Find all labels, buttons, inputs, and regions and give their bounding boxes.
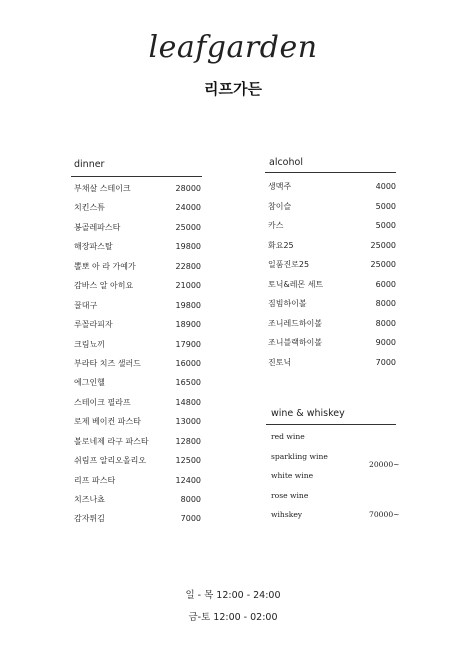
item-name: 화요25 <box>268 240 294 250</box>
list-item <box>268 314 396 334</box>
item-name: 스테이크 필라프 <box>74 397 131 407</box>
list-item <box>74 432 201 451</box>
item-price: 25000 <box>370 240 396 250</box>
hours-weekend: 금-토 12:00 - 02:00 <box>188 612 278 623</box>
list-item <box>271 505 361 525</box>
item-price: 7000 <box>180 514 201 524</box>
list-item <box>271 427 361 447</box>
item-price: 12800 <box>175 436 201 446</box>
item-price: 21000 <box>175 281 201 291</box>
item-price: 12500 <box>175 456 201 466</box>
list-item <box>74 315 201 334</box>
item-price: 17900 <box>175 339 201 349</box>
item-price: 6000 <box>375 279 396 289</box>
wine-whiskey-list <box>271 427 361 525</box>
item-price: 22800 <box>175 261 201 271</box>
item-name: 봉골레파스타 <box>74 222 121 232</box>
list-item <box>271 466 361 486</box>
item-name: 카스 <box>268 221 284 230</box>
item-price: 16000 <box>175 358 201 368</box>
list-item <box>74 393 201 412</box>
whiskey-price: 70000~ <box>369 510 400 519</box>
list-item <box>268 353 396 373</box>
restaurant-name: 리프가든 <box>204 80 262 98</box>
item-name: white wine <box>271 471 314 480</box>
wine-whiskey-divider <box>266 424 396 425</box>
item-price: 12400 <box>175 475 201 485</box>
item-name: 부채살 스테이크 <box>74 184 131 193</box>
list-item <box>74 451 201 470</box>
list-item <box>268 177 396 197</box>
list-item <box>74 471 201 490</box>
item-name: 로제 베이컨 파스타 <box>74 417 141 427</box>
list-item <box>268 333 396 353</box>
item-name: 치킨스튜 <box>74 203 105 213</box>
item-name: 꿀대구 <box>74 300 98 310</box>
item-price: 7000 <box>375 357 396 367</box>
item-price: 5000 <box>375 201 396 211</box>
item-price: 8000 <box>375 318 396 328</box>
list-item <box>74 373 201 392</box>
alcohol-menu-list <box>268 177 396 372</box>
item-name: 감자튀김 <box>74 514 105 524</box>
list-item <box>74 198 201 217</box>
list-item <box>268 197 396 217</box>
list-item <box>268 236 396 256</box>
item-price: 25000 <box>175 222 201 232</box>
brand-logo: leafgarden <box>148 30 318 65</box>
item-name: wihskey <box>271 510 303 519</box>
item-price: 8000 <box>375 299 396 308</box>
list-item <box>74 218 201 237</box>
item-name: 에그인헬 <box>74 378 105 388</box>
item-price: 19800 <box>175 242 201 252</box>
list-item <box>74 296 201 315</box>
list-item <box>271 486 361 506</box>
item-name: 일품진로25 <box>268 260 310 269</box>
list-item <box>74 412 201 431</box>
item-name: 조니레드하이볼 <box>268 318 323 328</box>
item-price: 25000 <box>370 260 396 269</box>
item-price: 5000 <box>375 221 396 230</box>
item-price: 9000 <box>375 338 396 347</box>
list-item <box>74 354 201 373</box>
item-name: 참이슬 <box>268 201 292 211</box>
wine-price: 20000~ <box>369 460 400 469</box>
list-item <box>268 216 396 236</box>
item-name: red wine <box>271 432 305 441</box>
list-item <box>74 490 201 509</box>
item-price: 4000 <box>375 182 396 191</box>
item-price: 19800 <box>175 300 201 310</box>
item-name: 치즈나쵸 <box>74 495 105 504</box>
item-name: 부라타 치즈 샐러드 <box>74 358 141 368</box>
list-item <box>74 509 201 528</box>
wine-whiskey-section-title: wine & whiskey <box>271 408 345 419</box>
item-name: 해장파스탈 <box>74 242 113 252</box>
item-name: 감바스 알 아히요 <box>74 281 134 291</box>
item-name: 리프 파스타 <box>74 475 116 485</box>
dinner-menu-list <box>74 179 201 529</box>
item-price: 16500 <box>175 378 201 388</box>
dinner-section-title: dinner <box>74 159 105 170</box>
list-item <box>74 237 201 256</box>
item-name: 볼로네제 라구 파스타 <box>74 436 149 446</box>
item-name: 진토닉 <box>268 357 292 367</box>
item-name: 토닉&레몬 세트 <box>268 279 324 289</box>
item-price: 13000 <box>175 417 201 427</box>
item-price: 28000 <box>175 184 201 193</box>
list-item <box>271 447 361 467</box>
item-name: 생맥주 <box>268 182 292 191</box>
item-price: 18900 <box>175 320 201 330</box>
alcohol-section-title: alcohol <box>269 157 303 168</box>
list-item <box>74 335 201 354</box>
list-item <box>74 276 201 295</box>
item-price: 24000 <box>175 203 201 213</box>
dinner-divider <box>71 176 202 177</box>
list-item <box>74 257 201 276</box>
hours-weekday: 일 - 목 12:00 - 24:00 <box>185 590 281 601</box>
list-item <box>268 255 396 275</box>
item-name: sparkling wine <box>271 451 328 461</box>
list-item <box>268 294 396 314</box>
list-item <box>74 179 201 198</box>
alcohol-divider <box>265 172 396 173</box>
item-name: 쉬림프 알리오올리오 <box>74 456 147 466</box>
item-price: 14800 <box>175 397 201 407</box>
item-name: 짐빔하이볼 <box>268 299 307 308</box>
item-name: rose wine <box>271 490 309 500</box>
item-name: 조니블랙하이볼 <box>268 338 323 347</box>
item-name: 크림뇨끼 <box>74 339 105 349</box>
item-name: 루꼴라피자 <box>74 320 113 330</box>
item-price: 8000 <box>180 495 201 504</box>
item-name: 뽈뽀 아 라 가예가 <box>74 261 136 271</box>
list-item <box>268 275 396 295</box>
